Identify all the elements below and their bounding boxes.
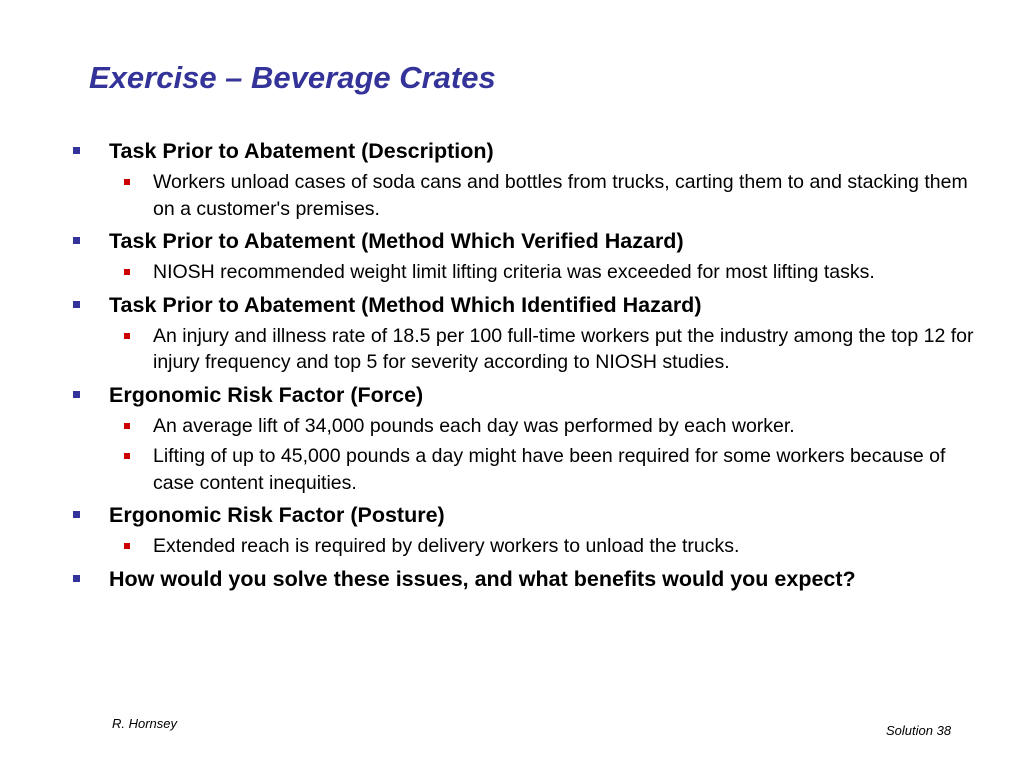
bullet-item-posture bbox=[0, 500, 1024, 530]
bullet-list bbox=[0, 136, 1024, 597]
square-bullet-icon bbox=[73, 511, 80, 518]
bullet-item-force bbox=[0, 380, 1024, 410]
sub-bullet-item bbox=[0, 169, 1024, 222]
bullet-heading: Task Prior to Abatement (Method Which Verified Hazard) bbox=[109, 229, 684, 253]
slide-title: Exercise – Beverage Crates bbox=[89, 60, 496, 95]
sub-bullet-item bbox=[0, 323, 1024, 376]
square-bullet-icon bbox=[73, 147, 80, 154]
square-bullet-icon bbox=[73, 301, 80, 308]
bullet-heading: Ergonomic Risk Factor (Posture) bbox=[109, 503, 445, 527]
sub-bullet-text: Extended reach is required by delivery workers to unload the trucks. bbox=[153, 535, 740, 557]
footer-author: R. Hornsey bbox=[112, 716, 178, 731]
bullet-heading: Task Prior to Abatement (Description) bbox=[109, 139, 494, 163]
sub-bullet-text: Workers unload cases of soda cans and bottles from trucks, carting them to and stacking them on a customer's premises. bbox=[153, 171, 968, 220]
bullet-item-identified-hazard bbox=[0, 290, 1024, 320]
square-bullet-icon bbox=[124, 269, 130, 275]
square-bullet-icon bbox=[73, 237, 80, 244]
sub-bullet-item bbox=[0, 413, 1024, 440]
footer-page-number: Solution 38 bbox=[886, 723, 952, 738]
sub-bullet-text: An injury and illness rate of 18.5 per 100 full-time workers put the industry among the top 12 for injury frequency and top 5 for severity according to NIOSH studies. bbox=[153, 324, 974, 373]
square-bullet-icon bbox=[124, 543, 130, 549]
square-bullet-icon bbox=[124, 423, 130, 429]
sub-bullet-item bbox=[0, 443, 1024, 496]
sub-bullet-text: NIOSH recommended weight limit lifting criteria was exceeded for most lifting tasks. bbox=[153, 261, 875, 283]
bullet-item-verified-hazard bbox=[0, 226, 1024, 256]
bullet-item-description bbox=[0, 136, 1024, 166]
sub-bullet-item bbox=[0, 259, 1024, 286]
square-bullet-icon bbox=[124, 333, 130, 339]
square-bullet-icon bbox=[73, 575, 80, 582]
bullet-heading: Ergonomic Risk Factor (Force) bbox=[109, 382, 424, 407]
square-bullet-icon bbox=[124, 453, 130, 459]
square-bullet-icon bbox=[73, 391, 80, 398]
bullet-item-question bbox=[0, 564, 1024, 594]
sub-bullet-text: Lifting of up to 45,000 pounds a day might have been required for some workers because of case content inequities. bbox=[153, 445, 946, 494]
square-bullet-icon bbox=[124, 179, 130, 185]
sub-bullet-text: An average lift of 34,000 pounds each day was performed by each worker. bbox=[153, 414, 795, 437]
bullet-heading: Task Prior to Abatement (Method Which Identified Hazard) bbox=[109, 292, 702, 317]
sub-bullet-item bbox=[0, 533, 1024, 560]
bullet-heading: How would you solve these issues, and what benefits would you expect? bbox=[109, 566, 856, 591]
